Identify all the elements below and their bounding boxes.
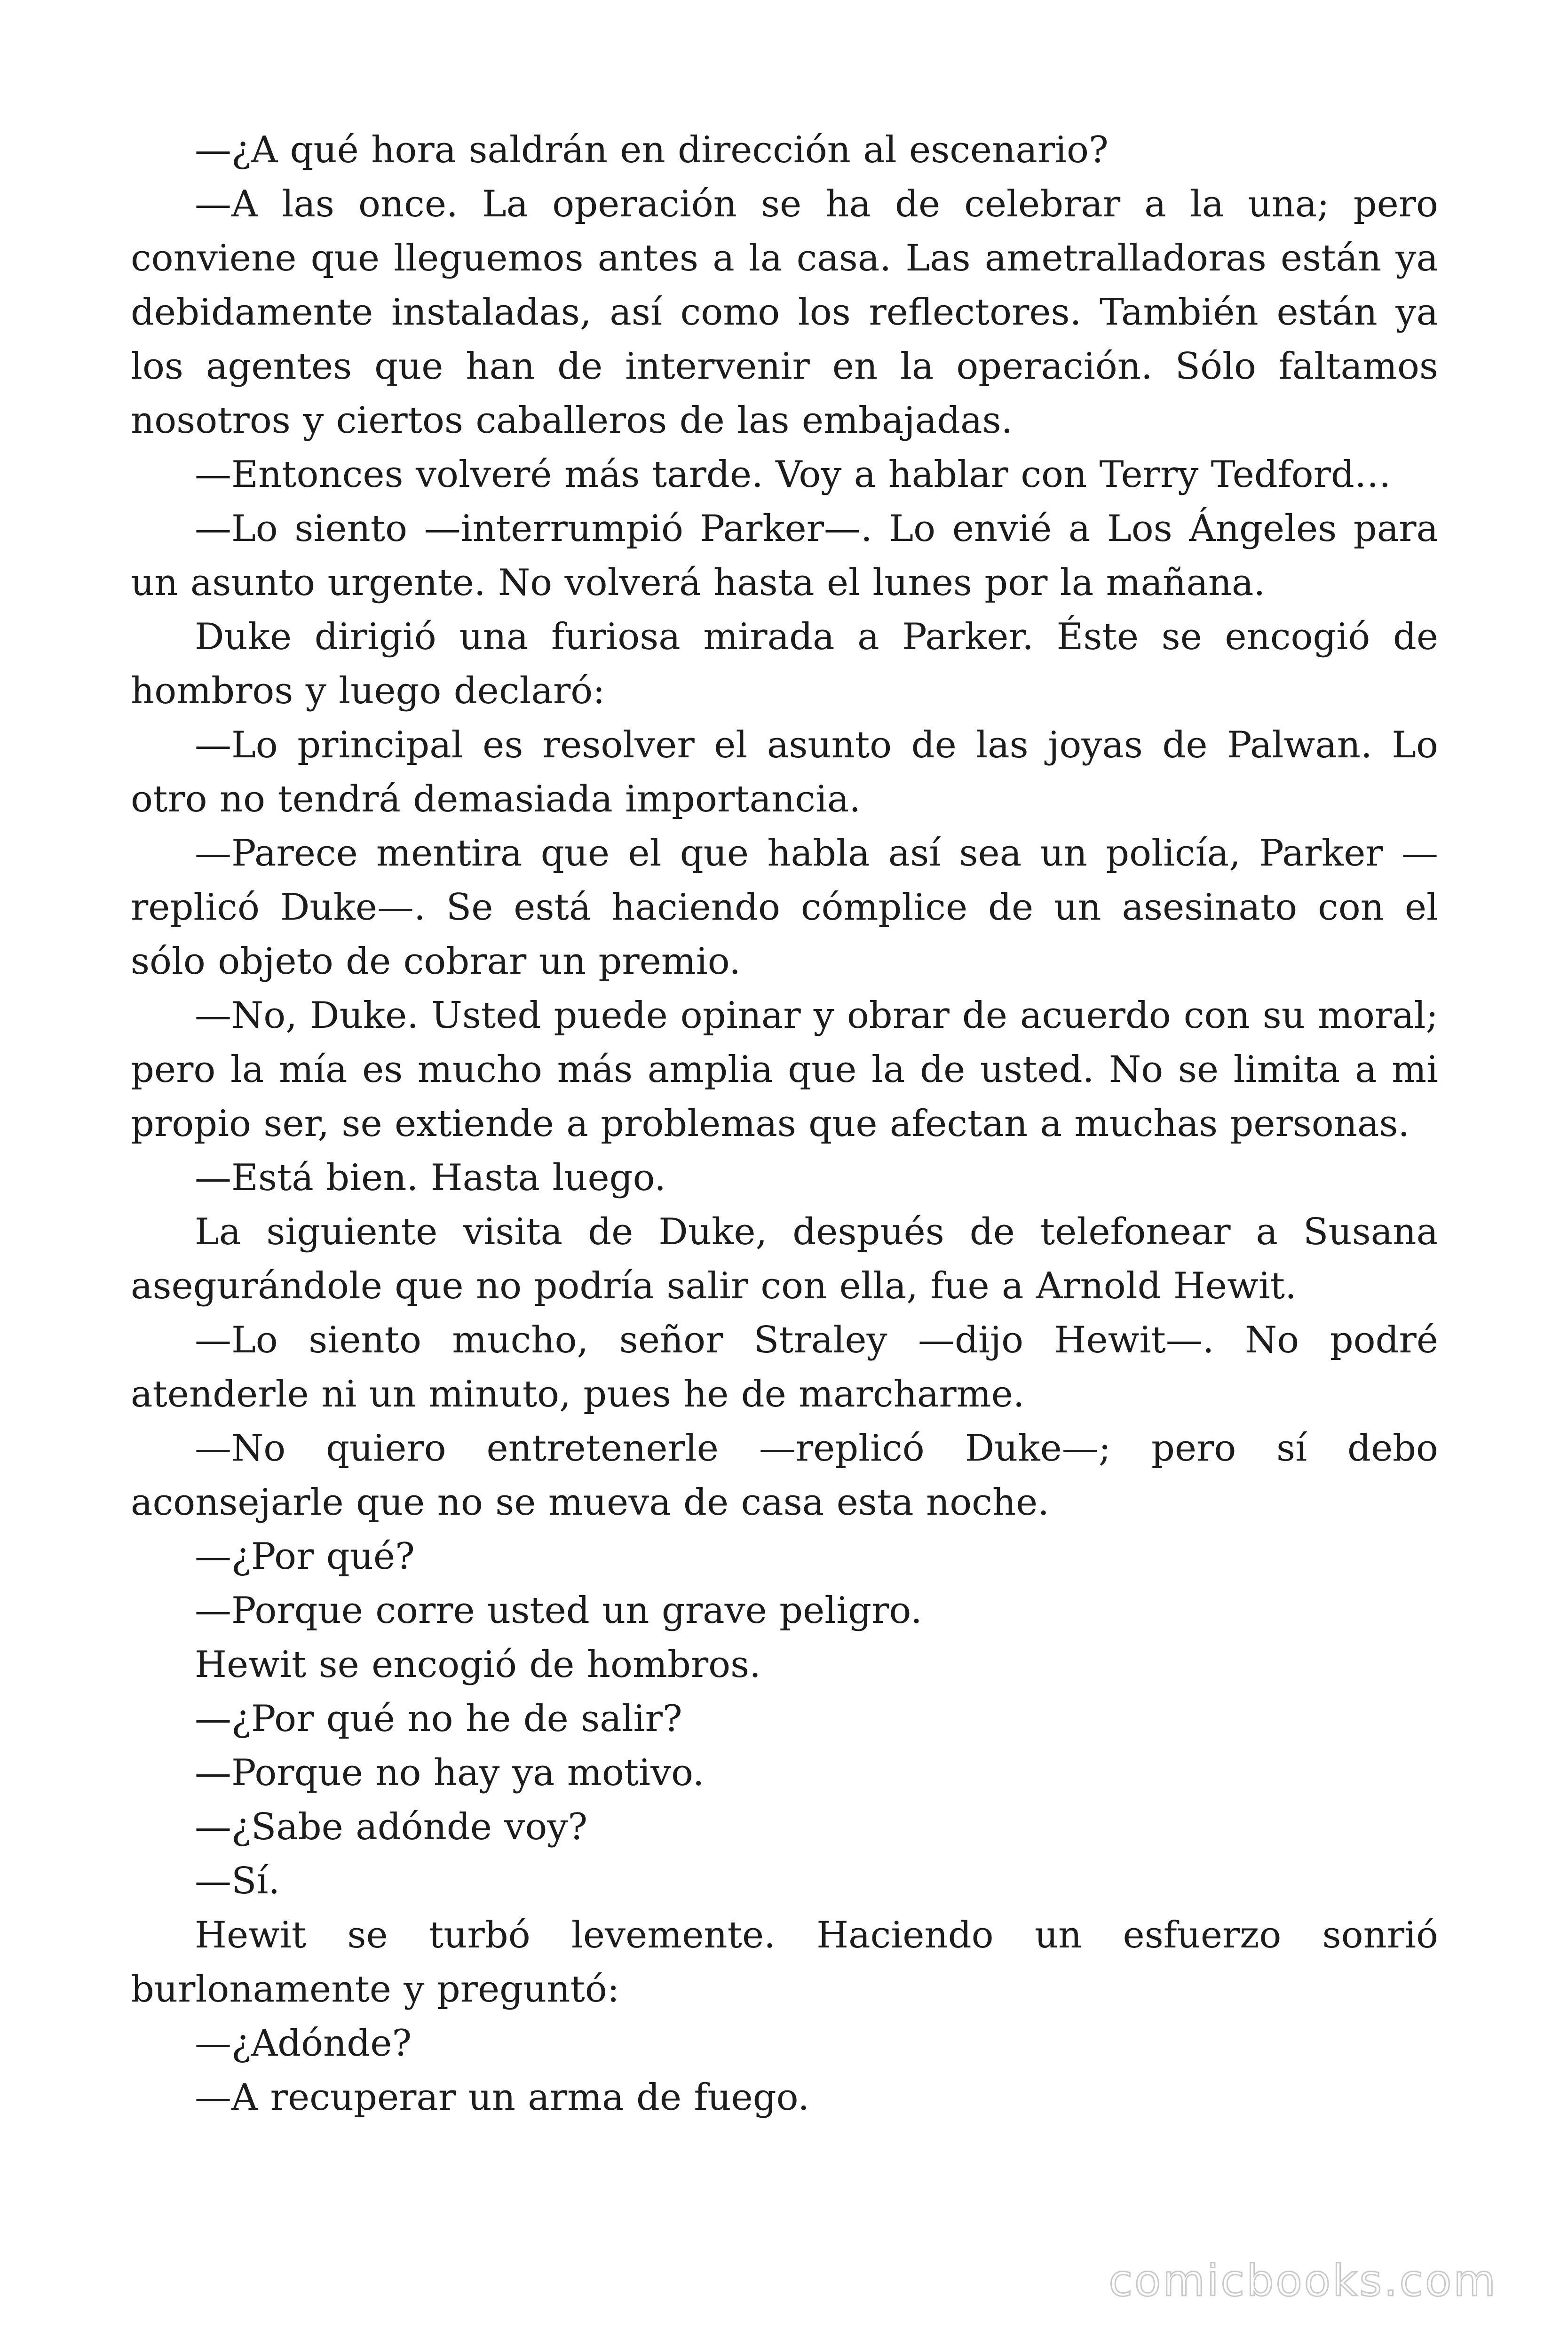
paragraph: —A las once. La operación se ha de celebrar a la una; pero conviene que lleguemos antes a la casa. Las ametralladoras están ya debidamente instaladas, así como los reflectores. También están ya los agentes que han de intervenir en la operación. Sólo faltamos nosotros y ciertos caballeros de las embajadas. xyxy=(131,183,1438,442)
paragraph: —¿Adónde? xyxy=(195,2022,412,2065)
paragraph: —¿Por qué? xyxy=(195,1535,415,1578)
paragraph: —Está bien. Hasta luego. xyxy=(195,1157,666,1199)
paragraph: —Entonces volveré más tarde. Voy a hablar con Terry Tedford… xyxy=(195,453,1391,496)
page-text-body xyxy=(131,123,1438,2125)
paragraph: —No quiero entretenerle —replicó Duke—; pero sí debo aconsejarle que no se mueva de casa esta noche. xyxy=(131,1427,1438,1524)
paragraph: Hewit se encogió de hombros. xyxy=(195,1644,761,1686)
paragraph: La siguiente visita de Duke, después de telefonear a Susana asegurándole que no podría salir con ella, fue a Arnold Hewit. xyxy=(131,1211,1438,1307)
paragraph: Hewit se turbó levemente. Haciendo un esfuerzo sonrió burlonamente y preguntó: xyxy=(131,1914,1438,2010)
paragraph: —Porque corre usted un grave peligro. xyxy=(195,1589,922,1632)
paragraph: —¿A qué hora saldrán en dirección al escenario? xyxy=(195,129,1109,171)
paragraph: —Sí. xyxy=(195,1860,280,1902)
paragraph: —A recuperar un arma de fuego. xyxy=(195,2076,810,2119)
paragraph: Duke dirigió una furiosa mirada a Parker. Éste se encogió de hombros y luego declaró: xyxy=(131,616,1438,712)
paragraph: —No, Duke. Usted puede opinar y obrar de acuerdo con su moral; pero la mía es mucho más amplia que la de usted. No se limita a mi propio ser, se extiende a problemas que afectan a muchas personas. xyxy=(131,994,1438,1145)
paragraph: —Lo principal es resolver el asunto de las joyas de Palwan. Lo otro no tendrá demasiada importancia. xyxy=(131,724,1438,820)
paragraph: —Parece mentira que el que habla así sea un policía, Parker —replicó Duke—. Se está haciendo cómplice de un asesinato con el sólo objeto de cobrar un premio. xyxy=(131,832,1438,983)
paragraph: —Lo siento mucho, señor Straley —dijo Hewit—. No podré atenderle ni un minuto, pues he de marcharme. xyxy=(131,1319,1438,1415)
paragraph: —Lo siento —interrumpió Parker—. Lo envié a Los Ángeles para un asunto urgente. No volverá hasta el lunes por la mañana. xyxy=(131,508,1438,604)
paragraph: —¿Sabe adónde voy? xyxy=(195,1806,588,1848)
paragraph: —¿Por qué no he de salir? xyxy=(195,1698,682,1740)
paragraph: —Porque no hay ya motivo. xyxy=(195,1752,705,1794)
watermark-text: comicbooks.com xyxy=(1109,2256,1497,2306)
